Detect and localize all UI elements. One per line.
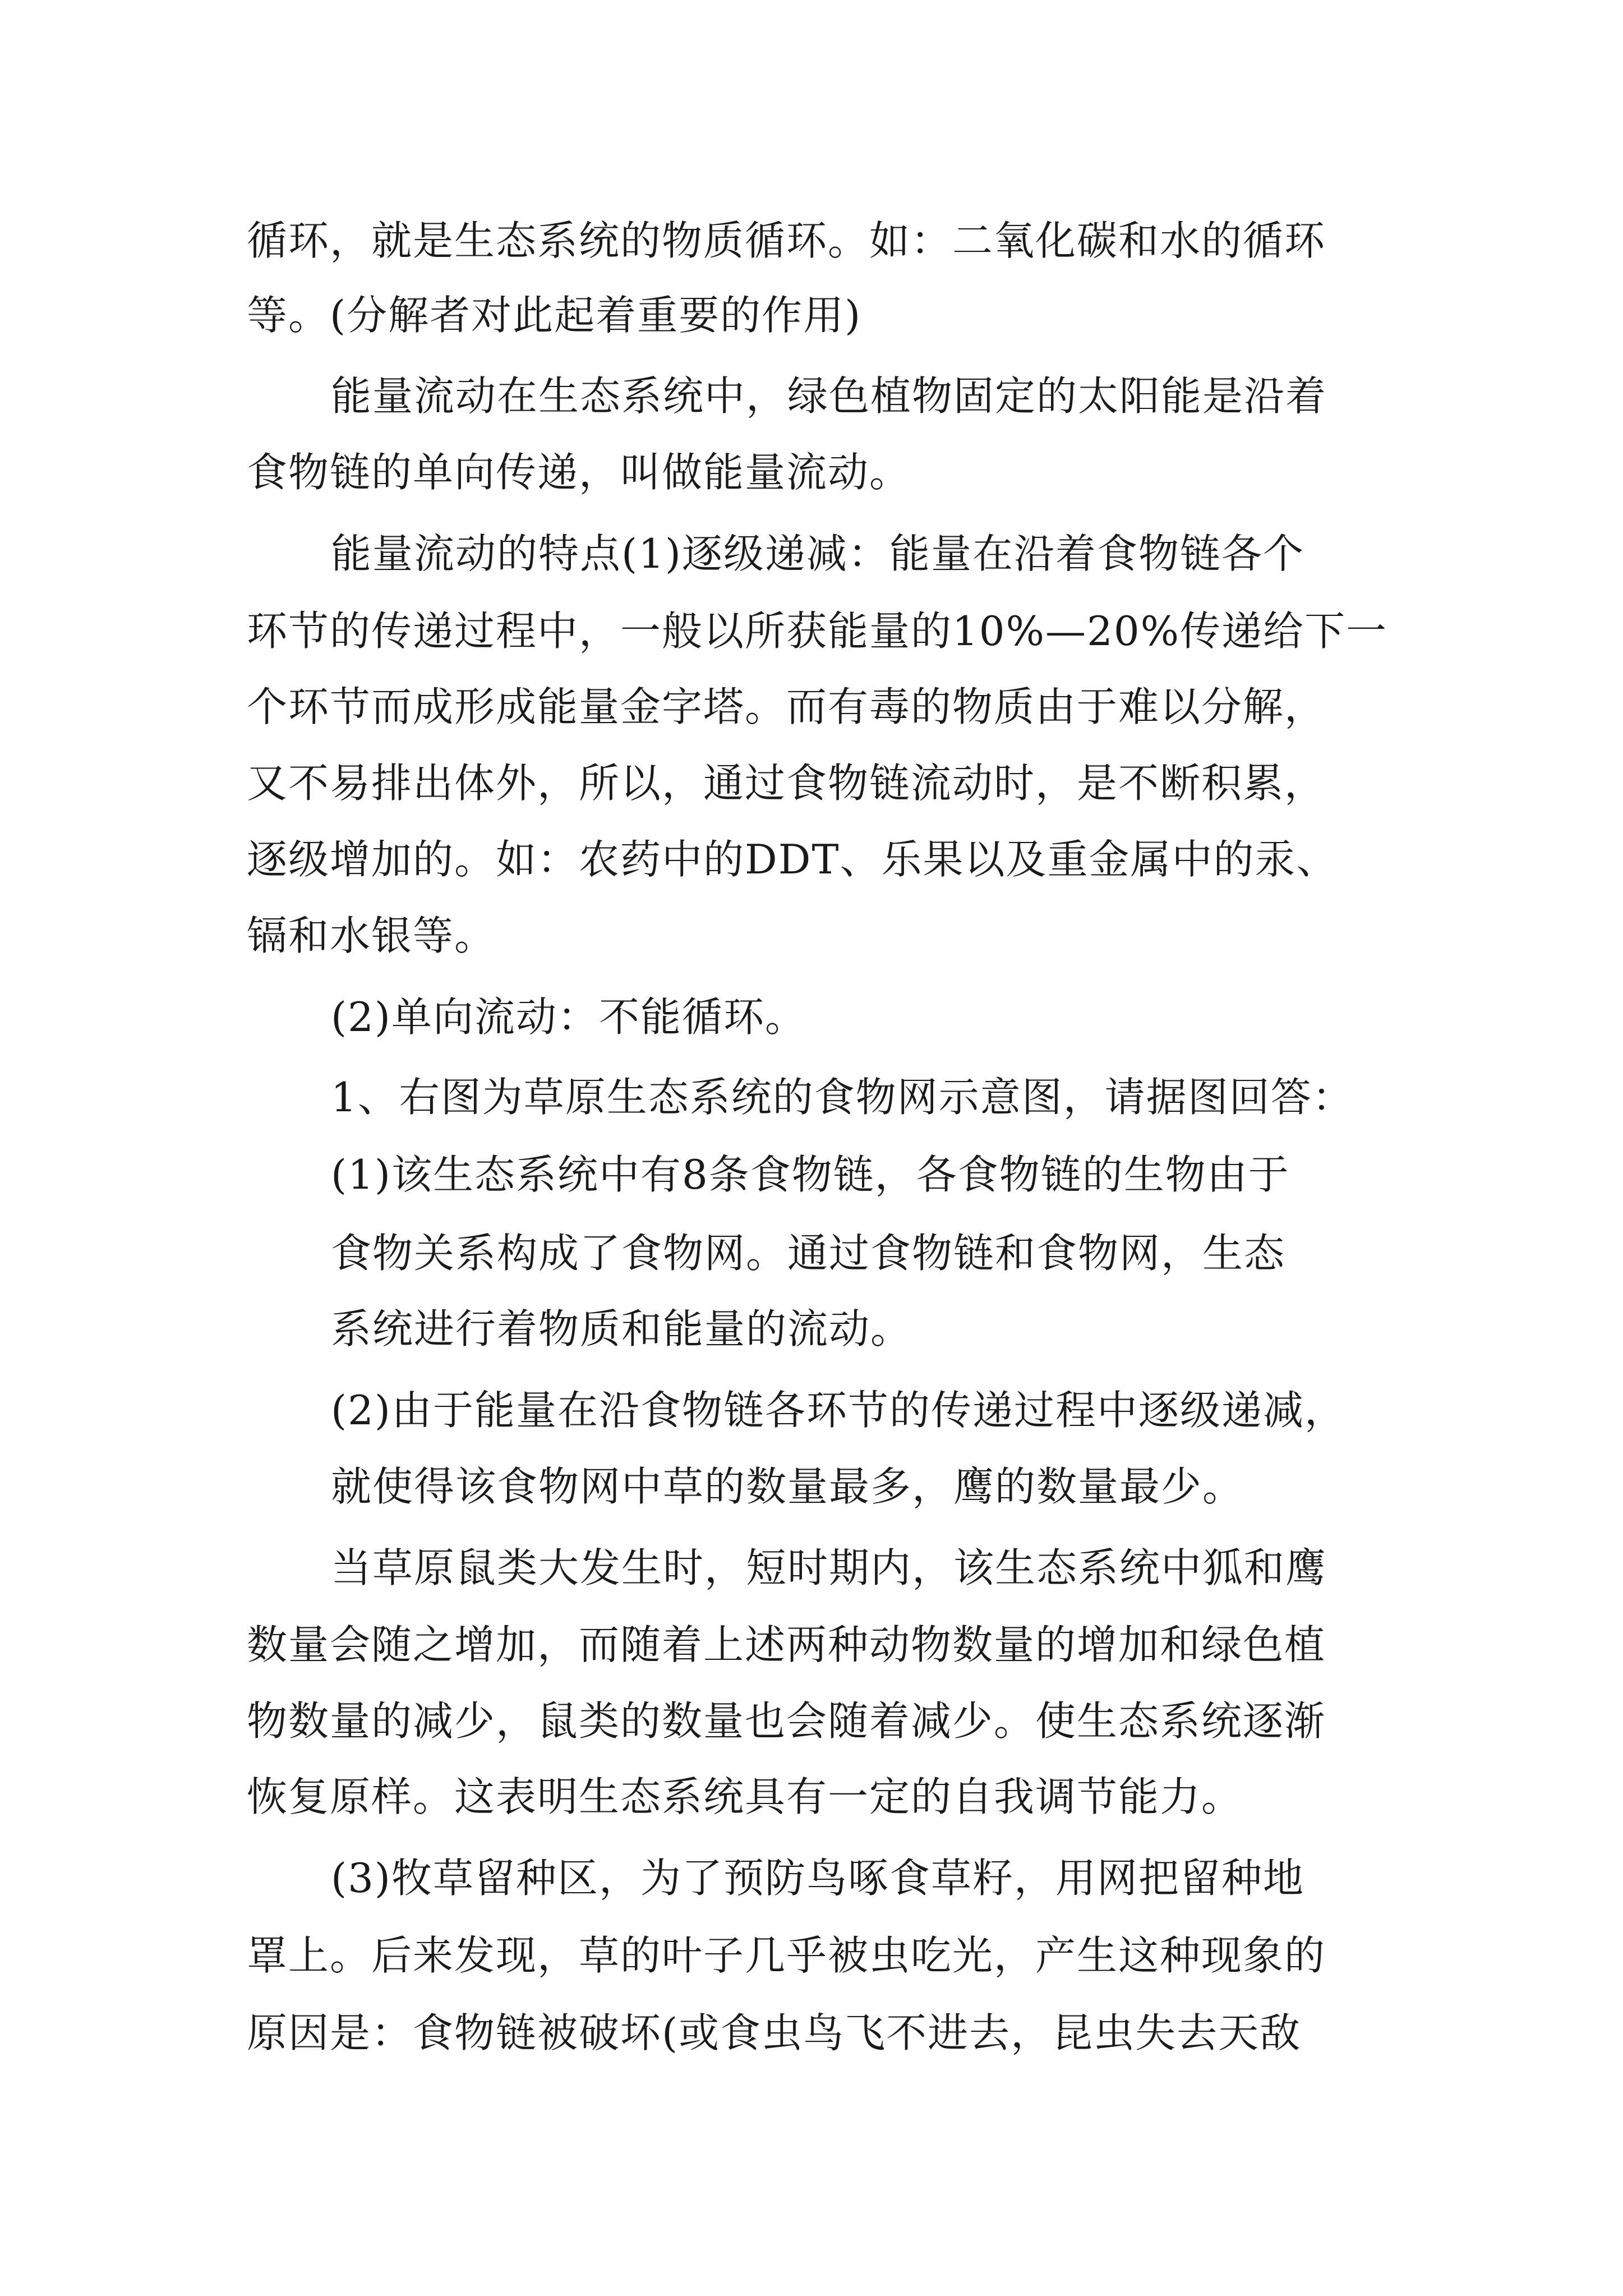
answer-3-line-2: 罩上。后来发现，草的叶子几乎被虫吃光，产生这种现象的 <box>247 1932 1326 1979</box>
paragraph-features-line-2: 环节的传递过程中，一般以所获能量的10%—20%传递给下一 <box>247 608 1388 655</box>
answer-2-line-1: (2)由于能量在沿食物链各环节的传递过程中逐级递减， <box>331 1387 1346 1434</box>
paragraph-energy-flow-line-2: 食物链的单向传递，叫做能量流动。 <box>247 449 911 496</box>
paragraph-regulation-line-3: 物数量的减少，鼠类的数量也会随着减少。使生态系统逐渐 <box>247 1697 1326 1745</box>
paragraph-regulation-line-2: 数量会随之增加，而随着上述两种动物数量的增加和绿色植 <box>247 1621 1326 1668</box>
paragraph-one-way-flow: (2)单向流动：不能循环。 <box>331 993 806 1041</box>
paragraph-features-line-6: 镉和水银等。 <box>247 912 496 959</box>
answer-1-line-3: 系统进行着物质和能量的流动。 <box>331 1305 912 1352</box>
text-line-1: 循环，就是生态系统的物质循环。如：二氧化碳和水的循环 <box>247 217 1326 264</box>
paragraph-energy-flow-line-1: 能量流动在生态系统中，绿色植物固定的太阳能是沿着 <box>331 372 1327 420</box>
text-line-2: 等。(分解者对此起着重要的作用) <box>247 292 862 339</box>
answer-1-line-2: 食物关系构成了食物网。通过食物链和食物网，生态 <box>331 1230 1286 1277</box>
answer-3-line-3: 原因是：食物链被破坏(或食虫鸟飞不进去，昆虫失去天敌 <box>247 2009 1302 2056</box>
answer-1-line-1: (1)该生态系统中有8条食物链，各食物链的生物由于 <box>331 1151 1290 1198</box>
paragraph-regulation-line-1: 当草原鼠类大发生时，短时期内，该生态系统中狐和鹰 <box>331 1544 1327 1591</box>
paragraph-features-line-3: 个环节而成形成能量金字塔。而有毒的物质由于难以分解， <box>247 683 1326 730</box>
question-1-heading: 1、右图为草原生态系统的食物网示意图，请据图回答： <box>331 1074 1354 1121</box>
answer-3-line-1: (3)牧草留种区，为了预防鸟啄食草籽，用网把留种地 <box>331 1855 1304 1902</box>
paragraph-features-line-5: 逐级增加的。如：农药中的DDT、乐果以及重金属中的汞、 <box>247 836 1338 883</box>
answer-2-line-2: 就使得该食物网中草的数量最多，鹰的数量最少。 <box>331 1463 1244 1510</box>
paragraph-features-line-4: 又不易排出体外，所以，通过食物链流动时，是不断积累， <box>247 760 1326 807</box>
paragraph-regulation-line-4: 恢复原样。这表明生态系统具有一定的自我调节能力。 <box>247 1773 1243 1820</box>
paragraph-features-line-1: 能量流动的特点(1)逐级递减：能量在沿着食物链各个 <box>331 530 1304 577</box>
